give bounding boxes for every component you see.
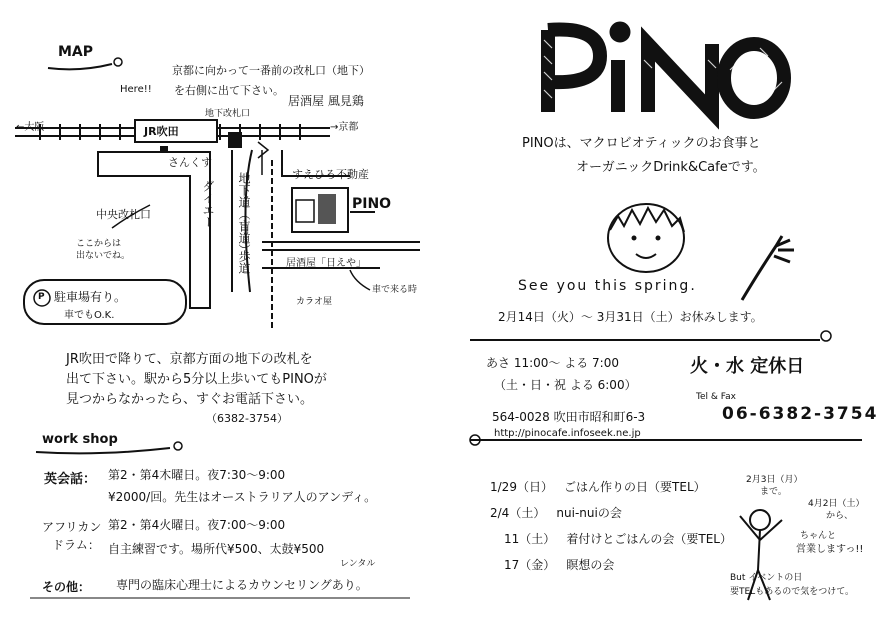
african-label-2: ドラム： <box>52 538 100 552</box>
parking-label-2: 車でもO.K. <box>64 310 115 321</box>
list-item <box>490 502 740 528</box>
daiei-label: ダイエー <box>201 180 215 228</box>
list-item <box>490 554 740 580</box>
sankusu-label: さんくす <box>168 156 212 169</box>
event-date: 2/4（土） <box>490 506 546 520</box>
map-heading: MAP <box>58 44 94 60</box>
event-title: ごはん作りの日（要TEL） <box>564 480 706 494</box>
list-item <box>490 528 740 554</box>
see-you-text: See you this spring. <box>518 278 697 294</box>
station-label: JR吹田 <box>144 125 179 138</box>
parking-symbol: P <box>38 292 45 302</box>
karaoke-label: カラオ屋 <box>296 297 333 307</box>
list-item <box>490 476 740 502</box>
pino-map-label: PINO <box>352 196 392 212</box>
izakaya-kazamidori-label: 居酒屋 風見鶏 <box>288 94 364 108</box>
english-line-1: 第2・第4木曜日。夜7:30〜9:00 <box>108 468 286 482</box>
central-exit-label: 中央改札口 <box>96 208 151 221</box>
english-label: 英会話： <box>44 472 97 487</box>
map-instruction-2: を右側に出て下さい。 <box>174 84 284 97</box>
hours-line-1: あさ 11:00〜 よる 7:00 <box>486 356 619 370</box>
parking-label: 駐車場有り。 <box>54 290 127 304</box>
underground-exit-label: 地下改札口 <box>205 109 251 119</box>
address: 564-0028 吹田市昭和町6-3 <box>492 410 646 424</box>
website-url: http://pinocafe.infoseek.ne.jp <box>494 428 641 439</box>
kyoto-label: →京都 <box>330 122 359 133</box>
hours-line-2: （土・日・祝 よる 6:00） <box>494 378 637 392</box>
event-date: 1/29（日） <box>490 480 553 494</box>
suehiro-label: すえひろ不動産 <box>292 168 369 181</box>
car-note-label: 車で来る時 <box>372 285 418 295</box>
no-exit-label-2: 出ないでね。 <box>76 251 131 261</box>
event-title: 瞑想の会 <box>566 558 615 572</box>
closed-days: 火・水 定休日 <box>690 356 805 377</box>
closed-period: 2月14日（火）〜 3月31日（土）お休みします。 <box>498 310 763 324</box>
other-line-1: 専門の臨床心理士によるカウンセリングあり。 <box>116 578 368 592</box>
african-label-1: アフリカン <box>42 520 102 534</box>
other-label: その他： <box>42 580 91 594</box>
note-properly: ちゃんと <box>800 531 837 541</box>
tagline-2: オーガニックDrink&Cafeです。 <box>576 160 766 175</box>
event-date: 11（土） <box>504 532 556 546</box>
directions-phone: （6382-3754） <box>206 412 288 425</box>
african-rental: レンタル <box>340 559 376 569</box>
directions-line-1: JR吹田で降りて、京都方面の地下の改札を <box>66 352 313 367</box>
note-until: 2月3日（月） <box>746 475 803 485</box>
here-label: Here!! <box>120 84 152 95</box>
english-line-2: ¥2000/回。先生はオーストラリア人のアンディ。 <box>108 490 377 504</box>
underground-passage-label: 地下道（盲道） <box>237 172 251 256</box>
event-title: nui-nuiの会 <box>556 506 622 520</box>
note-from-2: から、 <box>826 511 854 521</box>
map-instruction-1: 京都に向かって一番前の改札口（地下） <box>172 64 370 77</box>
workshop-heading: work shop <box>42 432 118 447</box>
note-but: But イベントの日 <box>730 573 803 583</box>
events-list <box>490 476 740 580</box>
directions-line-2: 出て下さい。駅から5分以上歩いてもPINOが <box>66 372 327 387</box>
no-exit-label-1: ここからは <box>76 239 122 249</box>
osaka-label: ←大阪 <box>16 122 45 133</box>
note-until-2: まで。 <box>760 487 787 497</box>
note-from: 4月2日（土） <box>808 499 865 509</box>
note-open: 営業しますっ!! <box>796 544 864 555</box>
african-line-1: 第2・第4火曜日。夜7:00〜9:00 <box>108 518 286 532</box>
phone-number: 06-6382-3754 <box>722 404 879 424</box>
sidewalk-label: 歩道 <box>237 250 251 274</box>
event-date: 17（金） <box>504 558 556 572</box>
izakaya-hieya-label: 居酒屋「日えや」 <box>286 258 366 269</box>
note-caution: 要TELもあるので気をつけて。 <box>730 587 855 597</box>
tel-label: Tel & Fax <box>696 392 736 402</box>
african-line-2: 自主練習です。場所代¥500、太鼓¥500 <box>108 542 325 556</box>
event-title: 着付けとごはんの会（要TEL） <box>566 532 732 546</box>
tagline-1: PINOは、マクロビオティックのお食事と <box>522 136 761 151</box>
directions-line-3: 見つからなかったら、すぐお電話下さい。 <box>66 392 314 407</box>
